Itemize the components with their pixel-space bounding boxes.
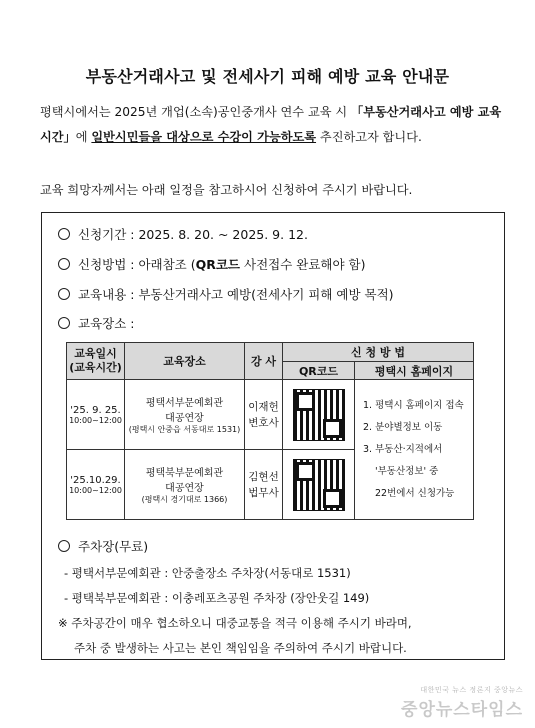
header-apply: 신 청 방 법 [283,343,474,362]
watermark-logo: 중앙뉴스타임스 [401,700,523,720]
row2-qr-cell [283,450,355,520]
method-row [58,255,366,273]
content-text: 교육내용 : 부동산거래사고 예방(전세사기 피해 예방 목적) [78,287,394,302]
row1-address: (평택시 안중읍 서동대로 1531) [128,425,241,434]
parking-note-1: ※ 주차공간이 매우 협소하오니 대중교통을 적극 이용해 주시기 바라며, [58,616,412,630]
home-step-5: 22번에서 신청가능 [375,487,455,499]
watermark [401,685,523,720]
intro-bold: 「부동산거래사고 예방 교육 시간」 [40,105,502,144]
intro-text-b: 에 [75,130,92,144]
intro-underline: 일반시민들을 대상으로 수강이 가능하도록 [91,130,317,144]
row2-place-cell [125,450,245,520]
parking-note-2: 주차 중 발생하는 사고는 본인 책임임을 주의하여 주시기 바랍니다. [74,641,407,655]
place-text: 교육장소 : [78,316,135,331]
row2-hall: 대공연장 [165,483,204,494]
parking-north: - 평택북부문예회관 : 이충레포츠공원 주차장 (장안웃길 149) [64,591,370,605]
row1-qr-cell [283,380,355,450]
row2-place: 평택북부문예회관 [145,468,224,479]
header-qr: QR코드 [283,362,355,380]
circle-bullet-icon [58,258,70,270]
row1-place: 평택서부문예회관 [145,398,224,409]
row1-place-cell [125,380,245,450]
intro-paragraph [40,100,508,150]
watermark-tagline: 대한민국 뉴스 정론지 중앙뉴스 [420,686,523,694]
header-date-sub: (교육시간) [69,361,122,374]
row2-speaker-title: 법무사 [248,486,279,499]
place-row [58,314,135,332]
homepage-steps-cell [355,380,474,520]
method-qr: QR코드 [195,257,241,272]
header-place: 교육장소 [125,343,245,380]
parking-title: 주차장(무료) [78,539,149,554]
row2-speaker-cell [245,450,283,520]
header-date [67,343,125,380]
parking-title-row [58,537,148,555]
circle-bullet-icon [58,288,70,300]
info-box [41,212,505,660]
home-step-4: '부동산정보' 중 [375,465,439,477]
row1-time: 10:00~12:00 [69,415,122,425]
qr-code-icon[interactable] [293,459,345,511]
intro-request: 교육 희망자께서는 아래 일정을 참고하시어 신청하여 주시기 바랍니다. [40,183,413,197]
intro-text-c: 추진하고자 합니다. [316,130,422,144]
table-row [67,380,474,450]
row2-time: 10:00~12:00 [69,485,122,495]
row1-speaker-title: 변호사 [248,416,279,429]
circle-bullet-icon [58,228,70,240]
method-text-a: 신청방법 : 아래참조 ( [78,257,196,272]
row2-speaker-name: 김현선 [248,470,279,483]
home-step-2: 2. 분야별정보 이동 [363,421,443,433]
header-speaker: 강 사 [245,343,283,380]
page-title: 부동산거래사고 및 전세사기 피해 예방 교육 안내문 [85,67,450,86]
row1-hall: 대공연장 [165,413,204,424]
qr-code-icon[interactable] [293,389,345,441]
circle-bullet-icon [58,540,70,552]
row2-address: (평택시 경기대로 1366) [141,495,228,504]
period-row [58,225,308,243]
row1-date: '25. 9. 25. [70,404,121,416]
header-homepage: 평택시 홈페이지 [355,362,474,380]
row1-date-cell [67,380,125,450]
row1-speaker-cell [245,380,283,450]
parking-west: - 평택서부문예회관 : 안중출장소 주차장(서동대로 1531) [64,566,351,580]
content-row [58,285,394,303]
method-text-b: 사전접수 완료해야 함) [240,257,366,272]
period-text: 신청기간 : 2025. 8. 20. ~ 2025. 9. 12. [78,227,308,242]
home-step-1: 1. 평택시 홈페이지 접속 [363,399,464,411]
intro-text-a: 평택시에서는 2025년 개업(소속)공인중개사 연수 교육 시 [40,105,352,119]
home-step-3: 3. 부동산·지적에서 [363,443,443,455]
schedule-table [66,342,474,520]
row2-date-cell [67,450,125,520]
circle-bullet-icon [58,317,70,329]
row1-speaker-name: 이재헌 [248,400,279,413]
row2-date: '25.10.29. [70,474,121,486]
header-date-label: 교육일시 [74,347,117,360]
